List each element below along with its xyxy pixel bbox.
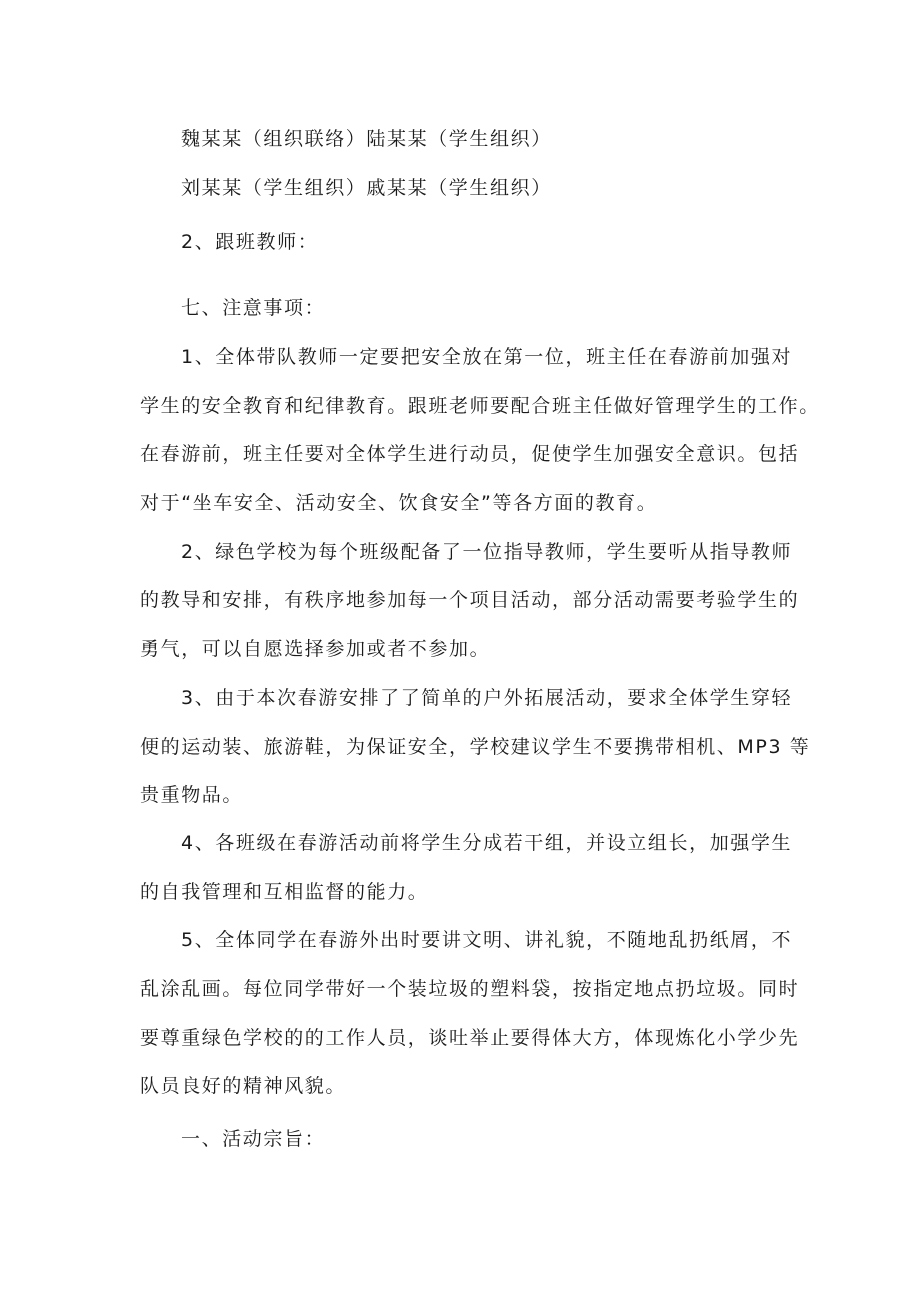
item-5-line-1: 5、全体同学在春游外出时要讲文明、讲礼貌，不随地乱扔纸屑，不 [181,929,793,951]
staff-row-2: 刘某某（学生组织）戚某某（学生组织） [181,177,552,199]
item-1-line-4: 对于“坐车安全、活动安全、饮食安全”等各方面的教育。 [140,492,658,514]
item-3-line-1: 3、由于本次春游安排了了简单的户外拓展活动，要求全体学生穿轻 [181,687,793,709]
item-1-line-2: 学生的安全教育和纪律教育。跟班老师要配合班主任做好管理学生的工作。 [140,395,820,417]
staff-row-1: 魏某某（组织联络）陆某某（学生组织） [181,128,552,150]
item-4-line-2: 的自我管理和互相监督的能力。 [140,881,429,903]
item-2-line-1: 2、绿色学校为每个班级配备了一位指导教师，学生要听从指导教师 [181,541,793,563]
item-5-line-2: 乱涂乱画。每位同学带好一个装垃圾的塑料袋，按指定地点扔垃圾。同时 [140,978,800,1000]
item-3-line-2: 便的运动装、旅游鞋，为保证安全，学校建议学生不要携带相机、MP3 等 [140,736,811,758]
item-1-line-3: 在春游前，班主任要对全体学生进行动员，促使学生加强安全意识。包括 [140,443,800,465]
item-4-line-1: 4、各班级在春游活动前将学生分成若干组，并设立组长，加强学生 [181,832,793,854]
item-5-line-3: 要尊重绿色学校的的工作人员，谈吐举止要得体大方，体现炼化小学少先 [140,1027,800,1049]
section-1-heading: 一、活动宗旨： [181,1128,326,1150]
item-1-line-1: 1、全体带队教师一定要把安全放在第一位，班主任在春游前加强对 [181,346,793,368]
item-2-line-2: 的教导和安排，有秩序地参加每一个项目活动，部分活动需要考验学生的 [140,589,800,611]
accompany-teacher-heading: 2、跟班教师： [181,231,319,253]
item-3-line-3: 贵重物品。 [140,784,244,806]
section-7-heading: 七、注意事项： [181,297,326,319]
item-2-line-3: 勇气，可以自愿选择参加或者不参加。 [140,638,491,660]
item-5-line-4: 队员良好的精神风貌。 [140,1075,347,1097]
